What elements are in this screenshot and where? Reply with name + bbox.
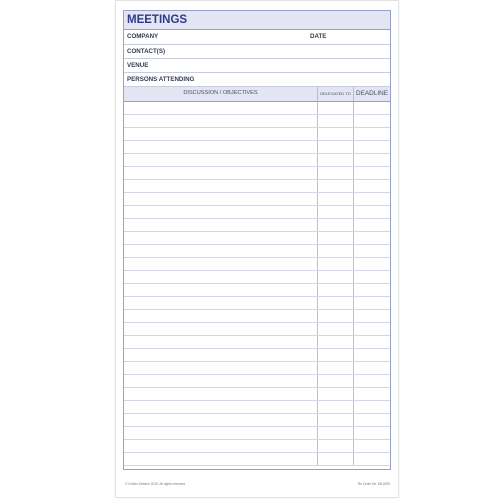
planner-page bbox=[115, 0, 399, 498]
discussion-cell[interactable] bbox=[124, 362, 318, 374]
delegated-cell[interactable] bbox=[318, 388, 354, 400]
reorder-number: Re-Order No. 6B-0009 bbox=[357, 482, 390, 486]
discussion-cell[interactable] bbox=[124, 271, 318, 283]
delegated-cell[interactable] bbox=[318, 414, 354, 426]
deadline-cell[interactable] bbox=[354, 193, 390, 205]
delegated-cell[interactable] bbox=[318, 375, 354, 387]
discussion-cell[interactable] bbox=[124, 388, 318, 400]
deadline-cell[interactable] bbox=[354, 414, 390, 426]
deadline-cell[interactable] bbox=[354, 232, 390, 244]
discussion-cell[interactable] bbox=[124, 375, 318, 387]
discussion-cell[interactable] bbox=[124, 128, 318, 140]
discussion-cell[interactable] bbox=[124, 115, 318, 127]
delegated-cell[interactable] bbox=[318, 453, 354, 465]
discussion-cell[interactable] bbox=[124, 180, 318, 192]
table-row[interactable] bbox=[124, 440, 390, 453]
table-row[interactable] bbox=[124, 375, 390, 388]
delegated-cell[interactable] bbox=[318, 323, 354, 335]
company-label: COMPANY bbox=[127, 33, 159, 40]
table-row[interactable] bbox=[124, 453, 390, 466]
discussion-cell[interactable] bbox=[124, 336, 318, 348]
deadline-cell[interactable] bbox=[354, 245, 390, 257]
deadline-cell[interactable] bbox=[354, 258, 390, 270]
table-row[interactable] bbox=[124, 271, 390, 284]
date-label: DATE bbox=[310, 33, 327, 40]
table-row[interactable] bbox=[124, 401, 390, 414]
discussion-cell[interactable] bbox=[124, 232, 318, 244]
discussion-cell[interactable] bbox=[124, 349, 318, 361]
deadline-cell[interactable] bbox=[354, 323, 390, 335]
table-row[interactable] bbox=[124, 206, 390, 219]
meetings-form bbox=[123, 10, 391, 470]
discussion-cell[interactable] bbox=[124, 245, 318, 257]
discussion-cell[interactable] bbox=[124, 440, 318, 452]
deadline-cell[interactable] bbox=[354, 440, 390, 452]
venue-label: VENUE bbox=[127, 62, 149, 69]
delegated-column-header: DELEGATED TO bbox=[318, 87, 354, 101]
delegated-cell[interactable] bbox=[318, 310, 354, 322]
table-row[interactable] bbox=[124, 219, 390, 232]
discussion-cell[interactable] bbox=[124, 310, 318, 322]
deadline-cell[interactable] bbox=[354, 141, 390, 153]
deadline-cell[interactable] bbox=[354, 375, 390, 387]
table-row[interactable] bbox=[124, 102, 390, 115]
deadline-cell[interactable] bbox=[354, 219, 390, 231]
table-row[interactable] bbox=[124, 349, 390, 362]
form-title: MEETINGS bbox=[124, 11, 390, 30]
table-row[interactable] bbox=[124, 297, 390, 310]
delegated-cell[interactable] bbox=[318, 180, 354, 192]
deadline-cell[interactable] bbox=[354, 206, 390, 218]
delegated-cell[interactable] bbox=[318, 128, 354, 140]
delegated-cell[interactable] bbox=[318, 349, 354, 361]
deadline-cell[interactable] bbox=[354, 401, 390, 413]
contacts-label: CONTACT(S) bbox=[127, 48, 166, 55]
deadline-cell[interactable] bbox=[354, 102, 390, 114]
discussion-cell[interactable] bbox=[124, 219, 318, 231]
deadline-cell[interactable] bbox=[354, 167, 390, 179]
table-row[interactable] bbox=[124, 232, 390, 245]
discussion-cell[interactable] bbox=[124, 323, 318, 335]
delegated-cell[interactable] bbox=[318, 258, 354, 270]
table-row[interactable] bbox=[124, 310, 390, 323]
delegated-cell[interactable] bbox=[318, 232, 354, 244]
venue-field[interactable] bbox=[124, 59, 390, 73]
discussion-cell[interactable] bbox=[124, 206, 318, 218]
table-row[interactable] bbox=[124, 388, 390, 401]
delegated-cell[interactable] bbox=[318, 401, 354, 413]
deadline-cell[interactable] bbox=[354, 310, 390, 322]
deadline-cell[interactable] bbox=[354, 154, 390, 166]
discussion-cell[interactable] bbox=[124, 258, 318, 270]
table-row[interactable] bbox=[124, 154, 390, 167]
table-row[interactable] bbox=[124, 258, 390, 271]
deadline-cell[interactable] bbox=[354, 453, 390, 465]
deadline-cell[interactable] bbox=[354, 349, 390, 361]
deadline-cell[interactable] bbox=[354, 336, 390, 348]
table-row[interactable] bbox=[124, 362, 390, 375]
discussion-cell[interactable] bbox=[124, 284, 318, 296]
discussion-cell[interactable] bbox=[124, 427, 318, 439]
discussion-cell[interactable] bbox=[124, 102, 318, 114]
deadline-cell[interactable] bbox=[354, 115, 390, 127]
delegated-cell[interactable] bbox=[318, 427, 354, 439]
deadline-cell[interactable] bbox=[354, 362, 390, 374]
delegated-cell[interactable] bbox=[318, 284, 354, 296]
table-row[interactable] bbox=[124, 323, 390, 336]
delegated-cell[interactable] bbox=[318, 362, 354, 374]
table-header bbox=[124, 87, 390, 102]
delegated-cell[interactable] bbox=[318, 154, 354, 166]
discussion-cell[interactable] bbox=[124, 414, 318, 426]
table-row[interactable] bbox=[124, 284, 390, 297]
deadline-cell[interactable] bbox=[354, 128, 390, 140]
company-field[interactable] bbox=[124, 30, 390, 45]
delegated-cell[interactable] bbox=[318, 167, 354, 179]
delegated-cell[interactable] bbox=[318, 245, 354, 257]
delegated-cell[interactable] bbox=[318, 440, 354, 452]
discussion-cell[interactable] bbox=[124, 453, 318, 465]
table-row[interactable] bbox=[124, 427, 390, 440]
table-row[interactable] bbox=[124, 115, 390, 128]
table-row[interactable] bbox=[124, 193, 390, 206]
table-row[interactable] bbox=[124, 128, 390, 141]
persons-attending-field[interactable] bbox=[124, 73, 390, 87]
deadline-cell[interactable] bbox=[354, 271, 390, 283]
delegated-cell[interactable] bbox=[318, 271, 354, 283]
delegated-cell[interactable] bbox=[318, 115, 354, 127]
deadline-cell[interactable] bbox=[354, 388, 390, 400]
table-row[interactable] bbox=[124, 414, 390, 427]
table-row[interactable] bbox=[124, 336, 390, 349]
table-row[interactable] bbox=[124, 180, 390, 193]
delegated-cell[interactable] bbox=[318, 297, 354, 309]
contacts-field[interactable] bbox=[124, 45, 390, 59]
copyright-note: © Collins Debden 2019. All rights reserved. bbox=[125, 482, 186, 486]
deadline-cell[interactable] bbox=[354, 427, 390, 439]
discussion-cell[interactable] bbox=[124, 401, 318, 413]
table-row[interactable] bbox=[124, 245, 390, 258]
discussion-cell[interactable] bbox=[124, 141, 318, 153]
discussion-column-header: DISCUSSION / OBJECTIVES bbox=[124, 87, 318, 101]
table-row[interactable] bbox=[124, 167, 390, 180]
delegated-cell[interactable] bbox=[318, 336, 354, 348]
deadline-cell[interactable] bbox=[354, 180, 390, 192]
deadline-cell[interactable] bbox=[354, 297, 390, 309]
discussion-cell[interactable] bbox=[124, 167, 318, 179]
delegated-cell[interactable] bbox=[318, 206, 354, 218]
discussion-cell[interactable] bbox=[124, 297, 318, 309]
discussion-cell[interactable] bbox=[124, 193, 318, 205]
discussion-cell[interactable] bbox=[124, 154, 318, 166]
table-body bbox=[124, 102, 390, 473]
table-row[interactable] bbox=[124, 141, 390, 154]
delegated-cell[interactable] bbox=[318, 193, 354, 205]
deadline-column-header: DEADLINE bbox=[356, 89, 388, 97]
deadline-cell[interactable] bbox=[354, 284, 390, 296]
delegated-cell[interactable] bbox=[318, 219, 354, 231]
delegated-cell[interactable] bbox=[318, 102, 354, 114]
delegated-cell[interactable] bbox=[318, 141, 354, 153]
persons-attending-label: PERSONS ATTENDING bbox=[127, 76, 195, 83]
